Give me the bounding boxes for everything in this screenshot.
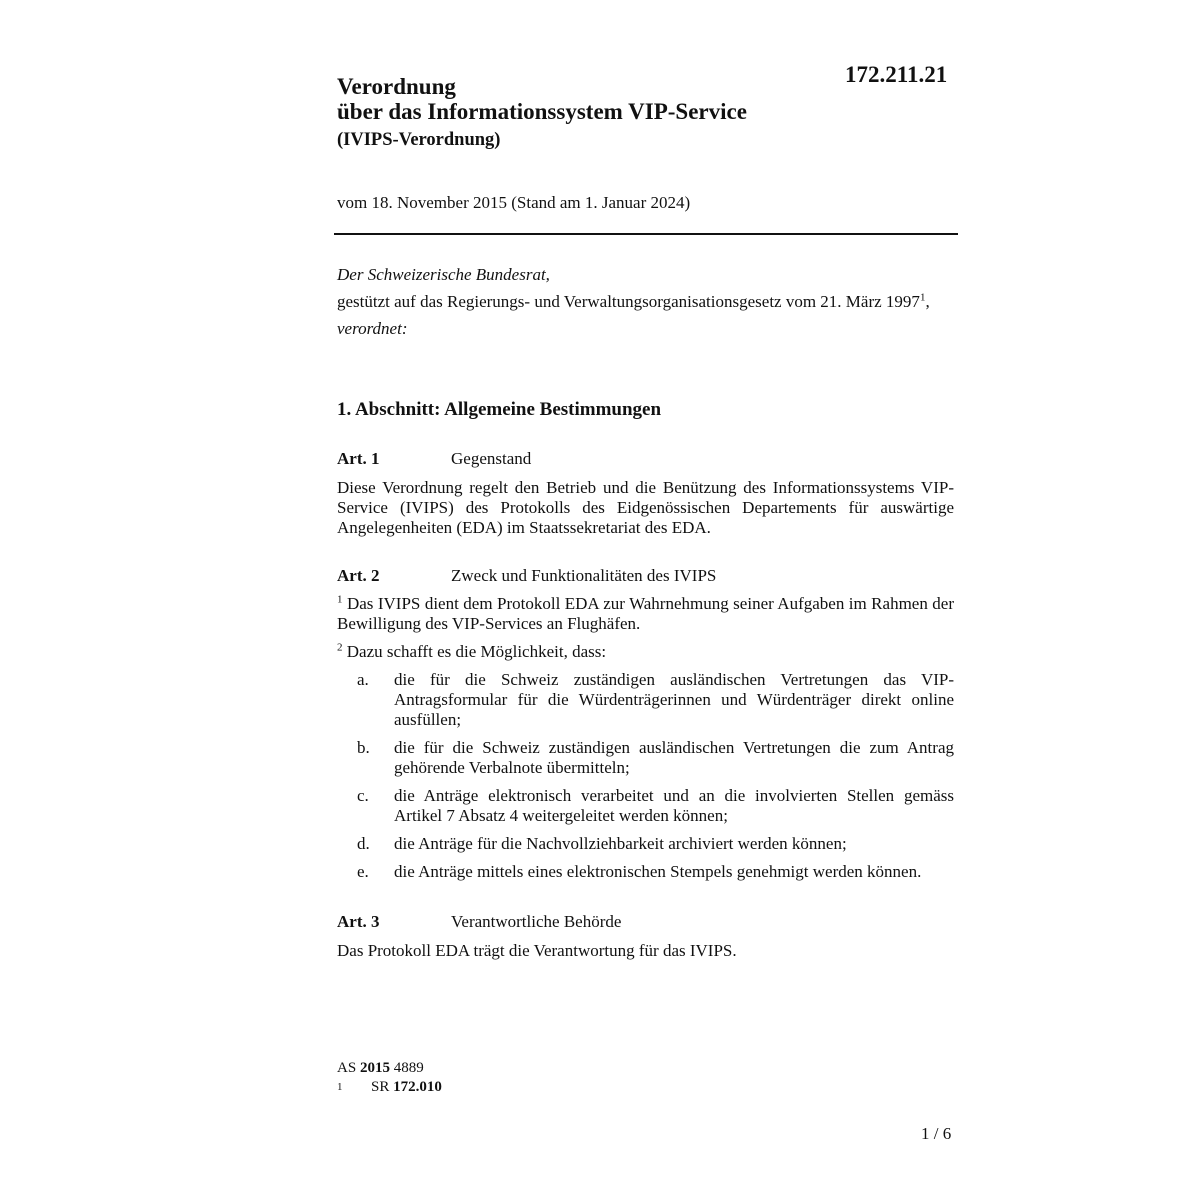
footnote-sr-ref[interactable]: 172.010: [393, 1079, 442, 1095]
paragraph-number: 1: [337, 593, 343, 606]
section-title: 1. Abschnitt: Allgemeine Bestimmungen: [337, 399, 662, 420]
as-prefix: AS: [337, 1060, 360, 1076]
list-item-text: die für die Schweiz zuständigen ausländischen Vertretungen das VIP-Antragsformular für die Würdenträgerinnen und Würdenträger direkt online ausfüllen;: [394, 670, 954, 729]
paragraph-text: Das IVIPS dient dem Protokoll EDA zur Wahrnehmung seiner Aufgaben im Rahmen der Bewilligung des VIP-Services an Flughäfen.: [337, 594, 955, 633]
footnote-prefix: SR: [371, 1079, 394, 1095]
article-2-paragraphs: [337, 594, 954, 670]
list-item-text: die Anträge für die Nachvollziehbarkeit archiviert werden können;: [394, 834, 847, 853]
list-item: [337, 670, 954, 730]
paragraph-number: 2: [337, 641, 343, 654]
as-page: 4889: [389, 1060, 424, 1076]
preamble-authority: Der Schweizerische Bundesrat,: [337, 265, 550, 284]
article-title: Zweck und Funktionalitäten des IVIPS: [451, 566, 717, 585]
article-3-text: Das Protokoll EDA trägt die Verantwortung für das IVIPS.: [337, 941, 737, 960]
article-3-heading: [337, 912, 621, 932]
list-item-label: b.: [357, 738, 370, 757]
preamble-decree: verordnet:: [337, 319, 408, 338]
list-item-label: e.: [357, 862, 369, 881]
article-number: Art. 2: [337, 566, 380, 585]
document-date: vom 18. November 2015 (Stand am 1. Januar 2024): [337, 193, 691, 212]
footnote-number: 1: [337, 1081, 343, 1093]
paragraph-text: Dazu schafft es die Möglichkeit, dass:: [346, 642, 607, 661]
document-title: [337, 74, 747, 124]
article-number: Art. 3: [337, 912, 380, 931]
list-item: [337, 786, 954, 826]
article-1-text: Diese Verordnung regelt den Betrieb und die Benützung des Informationssystems VIP-Service (IVIPS) des Protokolls des Eidgenössischen Departements für auswärtige Angelegenheiten (EDA) im Staatssekretariat des EDA.: [337, 478, 954, 537]
preamble-basis-text: gestützt auf das Regierungs- und Verwaltungsorganisationsgesetz vom 21. März 1997: [337, 292, 920, 311]
article-2-heading: [337, 566, 716, 586]
list-item-text: die Anträge mittels eines elektronischen Stempels genehmigt werden können.: [394, 862, 922, 881]
list-item: [337, 862, 954, 882]
title-line-1: Verordnung: [337, 74, 456, 99]
list-item-text: die für die Schweiz zuständigen ausländischen Vertretungen die zum Antrag gehörende Verbalnote übermitteln;: [394, 738, 954, 777]
as-reference: [337, 1059, 442, 1078]
preamble: [337, 265, 957, 339]
list-item-label: a.: [357, 670, 369, 689]
preamble-basis-end: ,: [925, 292, 930, 311]
list-item-label: d.: [357, 834, 370, 853]
list-item: [337, 834, 954, 854]
page-number: 1 / 6: [921, 1124, 952, 1143]
list-item-label: c.: [357, 786, 369, 805]
article-2-list: [337, 670, 954, 890]
as-year: 2015: [359, 1060, 390, 1076]
article-1-heading: [337, 449, 531, 469]
title-line-2: über das Informationssystem VIP-Service: [337, 99, 747, 124]
paragraph-2: [337, 642, 954, 662]
footnote-ref[interactable]: 1: [919, 291, 926, 304]
document-subtitle: (IVIPS-Verordnung): [337, 130, 501, 150]
article-number: Art. 1: [337, 449, 380, 468]
article-title: Verantwortliche Behörde: [451, 912, 622, 931]
sr-number: 172.211.21: [845, 62, 948, 87]
paragraph-1: [337, 594, 954, 634]
footnote-1: [337, 1078, 442, 1097]
article-title: Gegenstand: [451, 449, 532, 468]
header-divider: [334, 233, 958, 235]
list-item: [337, 738, 954, 778]
list-item-text: die Anträge elektronisch verarbeitet und an die involvierten Stellen gemäss Artikel 7 Absatz 4 weitergeleitet werden können;: [394, 786, 954, 825]
preamble-basis: [337, 292, 957, 312]
footnotes: [337, 1059, 442, 1097]
footnote-text: [371, 1078, 442, 1097]
